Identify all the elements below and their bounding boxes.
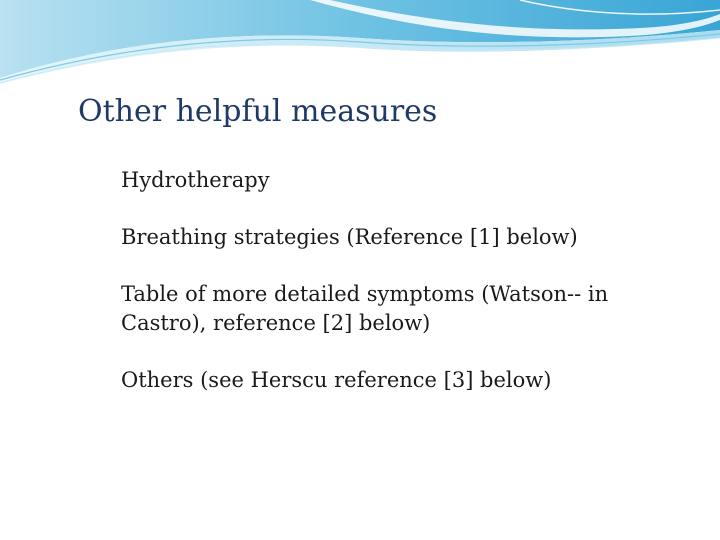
header-swoosh-decoration: [0, 0, 720, 100]
bullet-item-others: Others (see Herscu reference [3] below): [121, 368, 552, 392]
bullet-item-breathing-strategies: Breathing strategies (Reference [1] below): [121, 225, 578, 249]
bullet-list: [121, 166, 641, 423]
bullet-item-symptoms-table: Table of more detailed symptoms (Watson-- in Castro), reference [2] below): [121, 282, 609, 335]
bullet-item-hydrotherapy: Hydrotherapy: [121, 168, 270, 192]
slide-title: Other helpful measures: [78, 94, 438, 129]
